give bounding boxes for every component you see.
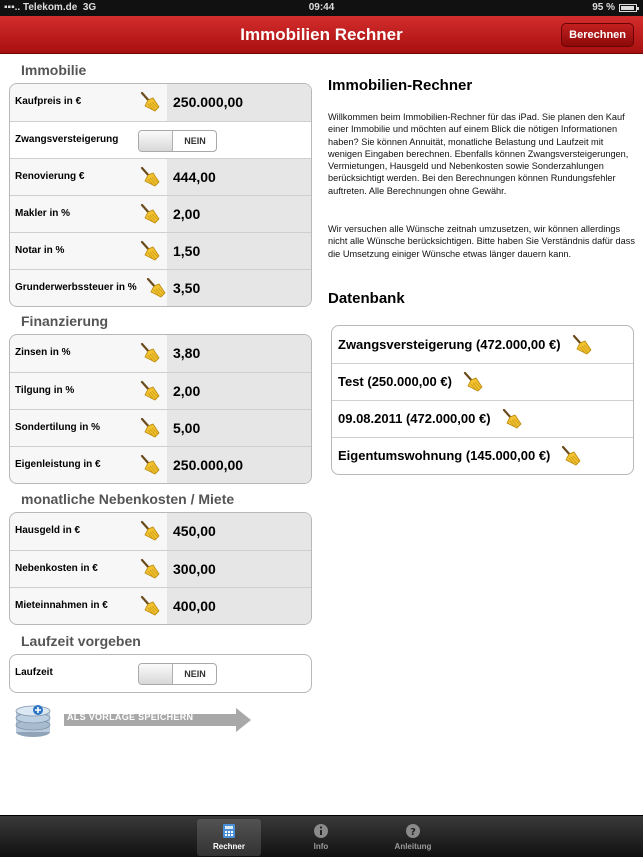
row-label: Kaufpreis in €	[15, 96, 82, 107]
list-item[interactable]	[332, 437, 633, 474]
row-zinsen	[10, 335, 311, 372]
info-paragraph-2: Wir versuchen alle Wünsche zeitnah umzusetzen, wir können allerdings nicht alle Wünsche berücksichtigen. Bitte haben Sie Verständnis dafür dass die Umsetzung einiger Wünsche etwas länger dauern kann.	[328, 224, 635, 259]
calculator-icon	[221, 823, 237, 839]
group-laufzeit	[9, 654, 312, 693]
datenbank-title: Datenbank	[328, 290, 405, 307]
broom-icon[interactable]	[139, 203, 161, 225]
section-title-laufzeit: Laufzeit vorgeben	[21, 633, 141, 649]
row-nebenkosten	[10, 550, 311, 587]
list-item[interactable]	[332, 326, 633, 363]
row-laufzeit	[10, 655, 311, 692]
group-nebenkosten	[9, 512, 312, 625]
sondertilung-input[interactable]: 5,00	[167, 410, 312, 446]
row-label: Laufzeit	[15, 667, 53, 678]
broom-icon[interactable]	[571, 334, 593, 356]
broom-icon[interactable]	[139, 166, 161, 188]
broom-icon[interactable]	[139, 558, 161, 580]
row-label: Tilgung in %	[15, 385, 75, 396]
info-icon	[313, 823, 329, 839]
row-label: Eigenleistung in €	[15, 459, 101, 470]
broom-icon[interactable]	[139, 91, 161, 113]
info-paragraph-1: Willkommen beim Immobilien-Rechner für das iPad. Sie planen den Kauf einer Immobilie und möchten auf einem Blick die nötigen Informationen haben? Sie können Annuität, monatliche Belastung und Laufzeit mit wenigen Eingaben berechnen. Ebenfalls können Zwangsversteigerungen, Vermietungen, Hausgeld und Nebenkosten sowie Sonderzahlungen berücksichtigt werden. Bei den Berechnungen können Rundungsfehler auftreten. Alle Berechnungen ohne Gewähr.	[328, 112, 629, 196]
signal-icon: ▪▪▪..	[4, 2, 23, 13]
broom-icon[interactable]	[139, 520, 161, 542]
mieteinnahmen-input[interactable]: 400,00	[167, 588, 312, 624]
toggle-knob	[139, 664, 173, 684]
row-tilgung	[10, 372, 311, 409]
broom-icon[interactable]	[139, 342, 161, 364]
group-finanzierung	[9, 334, 312, 484]
row-label: Makler in %	[15, 208, 71, 219]
eigenleistung-input[interactable]: 250.000,00	[167, 447, 312, 483]
datenbank-list	[331, 325, 634, 475]
broom-icon[interactable]	[139, 380, 161, 402]
broom-icon[interactable]	[560, 445, 582, 467]
tab-rechner[interactable]	[197, 819, 261, 856]
row-label: Zwangsversteigerung	[15, 134, 119, 145]
row-renovierung	[10, 158, 311, 195]
status-bar	[0, 0, 643, 16]
carrier-name: Telekom.de	[22, 2, 78, 13]
info-title: Immobilien-Rechner	[328, 77, 473, 94]
save-template-label: ALS VORLAGE SPEICHERN	[67, 712, 194, 722]
section-title-finanzierung: Finanzierung	[21, 313, 109, 329]
laufzeit-toggle[interactable]	[138, 663, 217, 685]
tab-label: Info	[313, 842, 329, 851]
row-label: Zinsen in %	[15, 347, 71, 358]
battery-percent: 95 %	[592, 2, 615, 13]
berechnen-button[interactable]: Berechnen	[561, 23, 634, 47]
row-hausgeld	[10, 513, 311, 550]
row-makler	[10, 195, 311, 232]
row-label: Notar in %	[15, 245, 65, 256]
row-kaufpreis	[10, 84, 311, 121]
list-item-label: Zwangsversteigerung (472.000,00 €)	[338, 336, 561, 352]
svg-text:?: ?	[410, 827, 416, 838]
list-item[interactable]	[332, 363, 633, 400]
zwangsversteigerung-toggle[interactable]	[138, 130, 217, 152]
broom-icon[interactable]	[139, 595, 161, 617]
section-title-immobilie: Immobilie	[21, 62, 87, 78]
row-grunderwerbssteuer	[10, 269, 311, 306]
list-item-label: Eigentumswohnung (145.000,00 €)	[338, 448, 551, 463]
row-sondertilung	[10, 409, 311, 446]
list-item[interactable]	[332, 400, 633, 437]
broom-icon[interactable]	[501, 408, 523, 430]
tab-label: Anleitung	[394, 842, 432, 851]
row-eigenleistung	[10, 446, 311, 483]
row-label: Sondertilung in %	[15, 422, 100, 433]
row-label: Nebenkosten in €	[15, 563, 98, 574]
broom-icon[interactable]	[139, 454, 161, 476]
clock: 09:44	[308, 2, 335, 13]
tab-info[interactable]	[289, 819, 353, 856]
makler-input[interactable]: 2,00	[167, 196, 312, 232]
nebenkosten-input[interactable]: 300,00	[167, 551, 312, 587]
toggle-knob	[139, 131, 173, 151]
renovierung-input[interactable]: 444,00	[167, 159, 312, 195]
save-template-button[interactable]	[14, 702, 252, 740]
tab-bar	[0, 815, 643, 857]
navigation-bar	[0, 16, 643, 54]
row-zwangsversteigerung	[10, 121, 311, 158]
kaufpreis-input[interactable]: 250.000,00	[167, 84, 312, 121]
battery-icon	[619, 4, 637, 12]
grunderwerbssteuer-input[interactable]: 3,50	[167, 270, 312, 306]
broom-icon[interactable]	[139, 417, 161, 439]
row-label: Mieteinnahmen in €	[15, 600, 108, 611]
list-item-label: Test (250.000,00 €)	[338, 374, 452, 389]
broom-icon[interactable]	[145, 277, 167, 299]
tab-label: Rechner	[212, 842, 245, 851]
network-type: 3G	[82, 2, 97, 13]
list-item-label: 09.08.2011 (472.000,00 €)	[338, 411, 491, 426]
row-label: Hausgeld in €	[15, 525, 81, 536]
help-icon	[405, 823, 421, 839]
tab-anleitung[interactable]	[381, 819, 445, 856]
broom-icon[interactable]	[462, 371, 484, 393]
row-mieteinnahmen	[10, 587, 311, 624]
row-label: Grunderwerbssteuer in %	[15, 282, 137, 293]
toggle-state: NEIN	[184, 669, 206, 679]
row-notar	[10, 232, 311, 269]
group-immobilie	[9, 83, 312, 307]
zinsen-input[interactable]: 3,80	[167, 335, 312, 372]
notar-input[interactable]: 1,50	[167, 233, 312, 269]
page-title: Immobilien Rechner	[240, 25, 403, 44]
row-label: Renovierung €	[15, 171, 85, 182]
tilgung-input[interactable]: 2,00	[167, 373, 312, 409]
hausgeld-input[interactable]: 450,00	[167, 513, 312, 550]
broom-icon[interactable]	[139, 240, 161, 262]
toggle-state: NEIN	[184, 136, 206, 146]
section-title-nebenkosten: monatliche Nebenkosten / Miete	[21, 491, 235, 507]
